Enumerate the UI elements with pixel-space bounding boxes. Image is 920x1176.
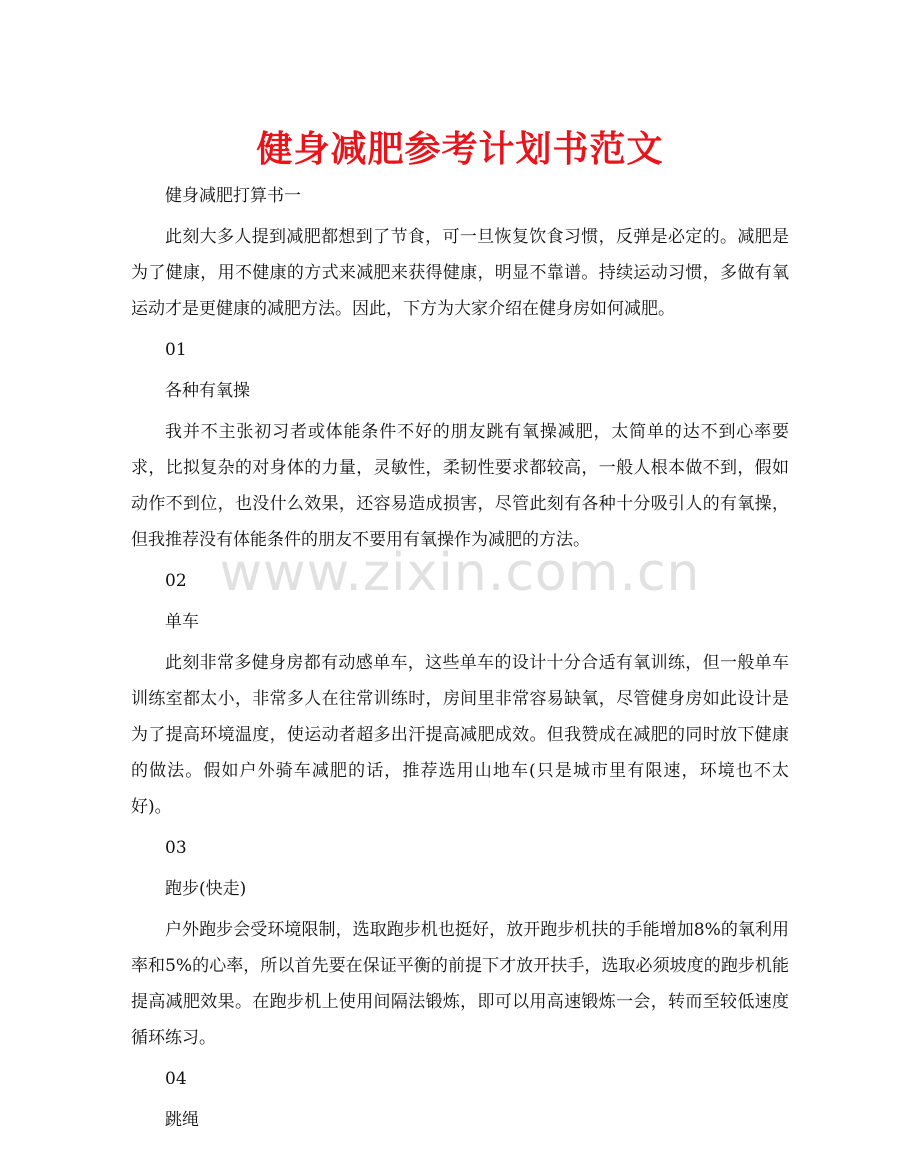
document-title: 健身减肥参考计划书范文 — [256, 129, 664, 170]
section-heading: 跳绳 — [165, 1110, 199, 1130]
section-number: 02 — [165, 571, 187, 591]
body-paragraph: 户外跑步会受环境限制，选取跑步机也挺好，放开跑步机扶的手能增加8%的氧利用率和5%的心率，所以首先要在保证平衡的前提下才放开扶手，选取必须坡度的跑步机能提高减肥效果。在跑步机上使用间隔法锻炼，即可以用高速锻炼一会，转而至较低速度循环练习。 — [131, 920, 789, 1048]
section-number: 03 — [165, 838, 187, 858]
section-heading: 跑步(快走) — [165, 879, 247, 899]
section-heading: 健身减肥打算书一 — [165, 186, 301, 206]
watermark: www.zixin.com.cn — [219, 543, 701, 603]
document-body — [131, 178, 789, 1143]
section-heading: 各种有氧操 — [165, 381, 250, 401]
body-paragraph: 此刻非常多健身房都有动感单车，这些单车的设计十分合适有氧训练，但一般单车训练室都太小，非常多人在往常训练时，房间里非常容易缺氧，尽管健身房如此设计是为了提高环境温度，使运动者超多出汗提高减肥成效。但我赞成在减肥的同时放下健康的做法。假如户外骑车减肥的话，推荐选用山地车(只是城市里有限速，环境也不太好)。 — [131, 653, 789, 817]
intro-paragraph: 此刻大多人提到减肥都想到了节食，可一旦恢复饮食习惯，反弹是必定的。减肥是为了健康，用不健康的方式来减肥来获得健康，明显不靠谱。持续运动习惯，多做有氧运动才是更健康的减肥方法。因此，下方为大家介绍在健身房如何减肥。 — [131, 227, 789, 319]
section-number: 01 — [165, 340, 187, 360]
body-paragraph: 我并不主张初习者或体能条件不好的朋友跳有氧操减肥，太简单的达不到心率要求，比拟复杂的对身体的力量，灵敏性，柔韧性要求都较高，一般人根本做不到，假如动作不到位，也没什么效果，还容易造成损害，尽管此刻有各种十分吸引人的有氧操，但我推荐没有体能条件的朋友不要用有氧操作为减肥的方法。 — [131, 422, 789, 550]
section-number: 04 — [165, 1069, 187, 1089]
section-heading: 单车 — [165, 612, 199, 632]
